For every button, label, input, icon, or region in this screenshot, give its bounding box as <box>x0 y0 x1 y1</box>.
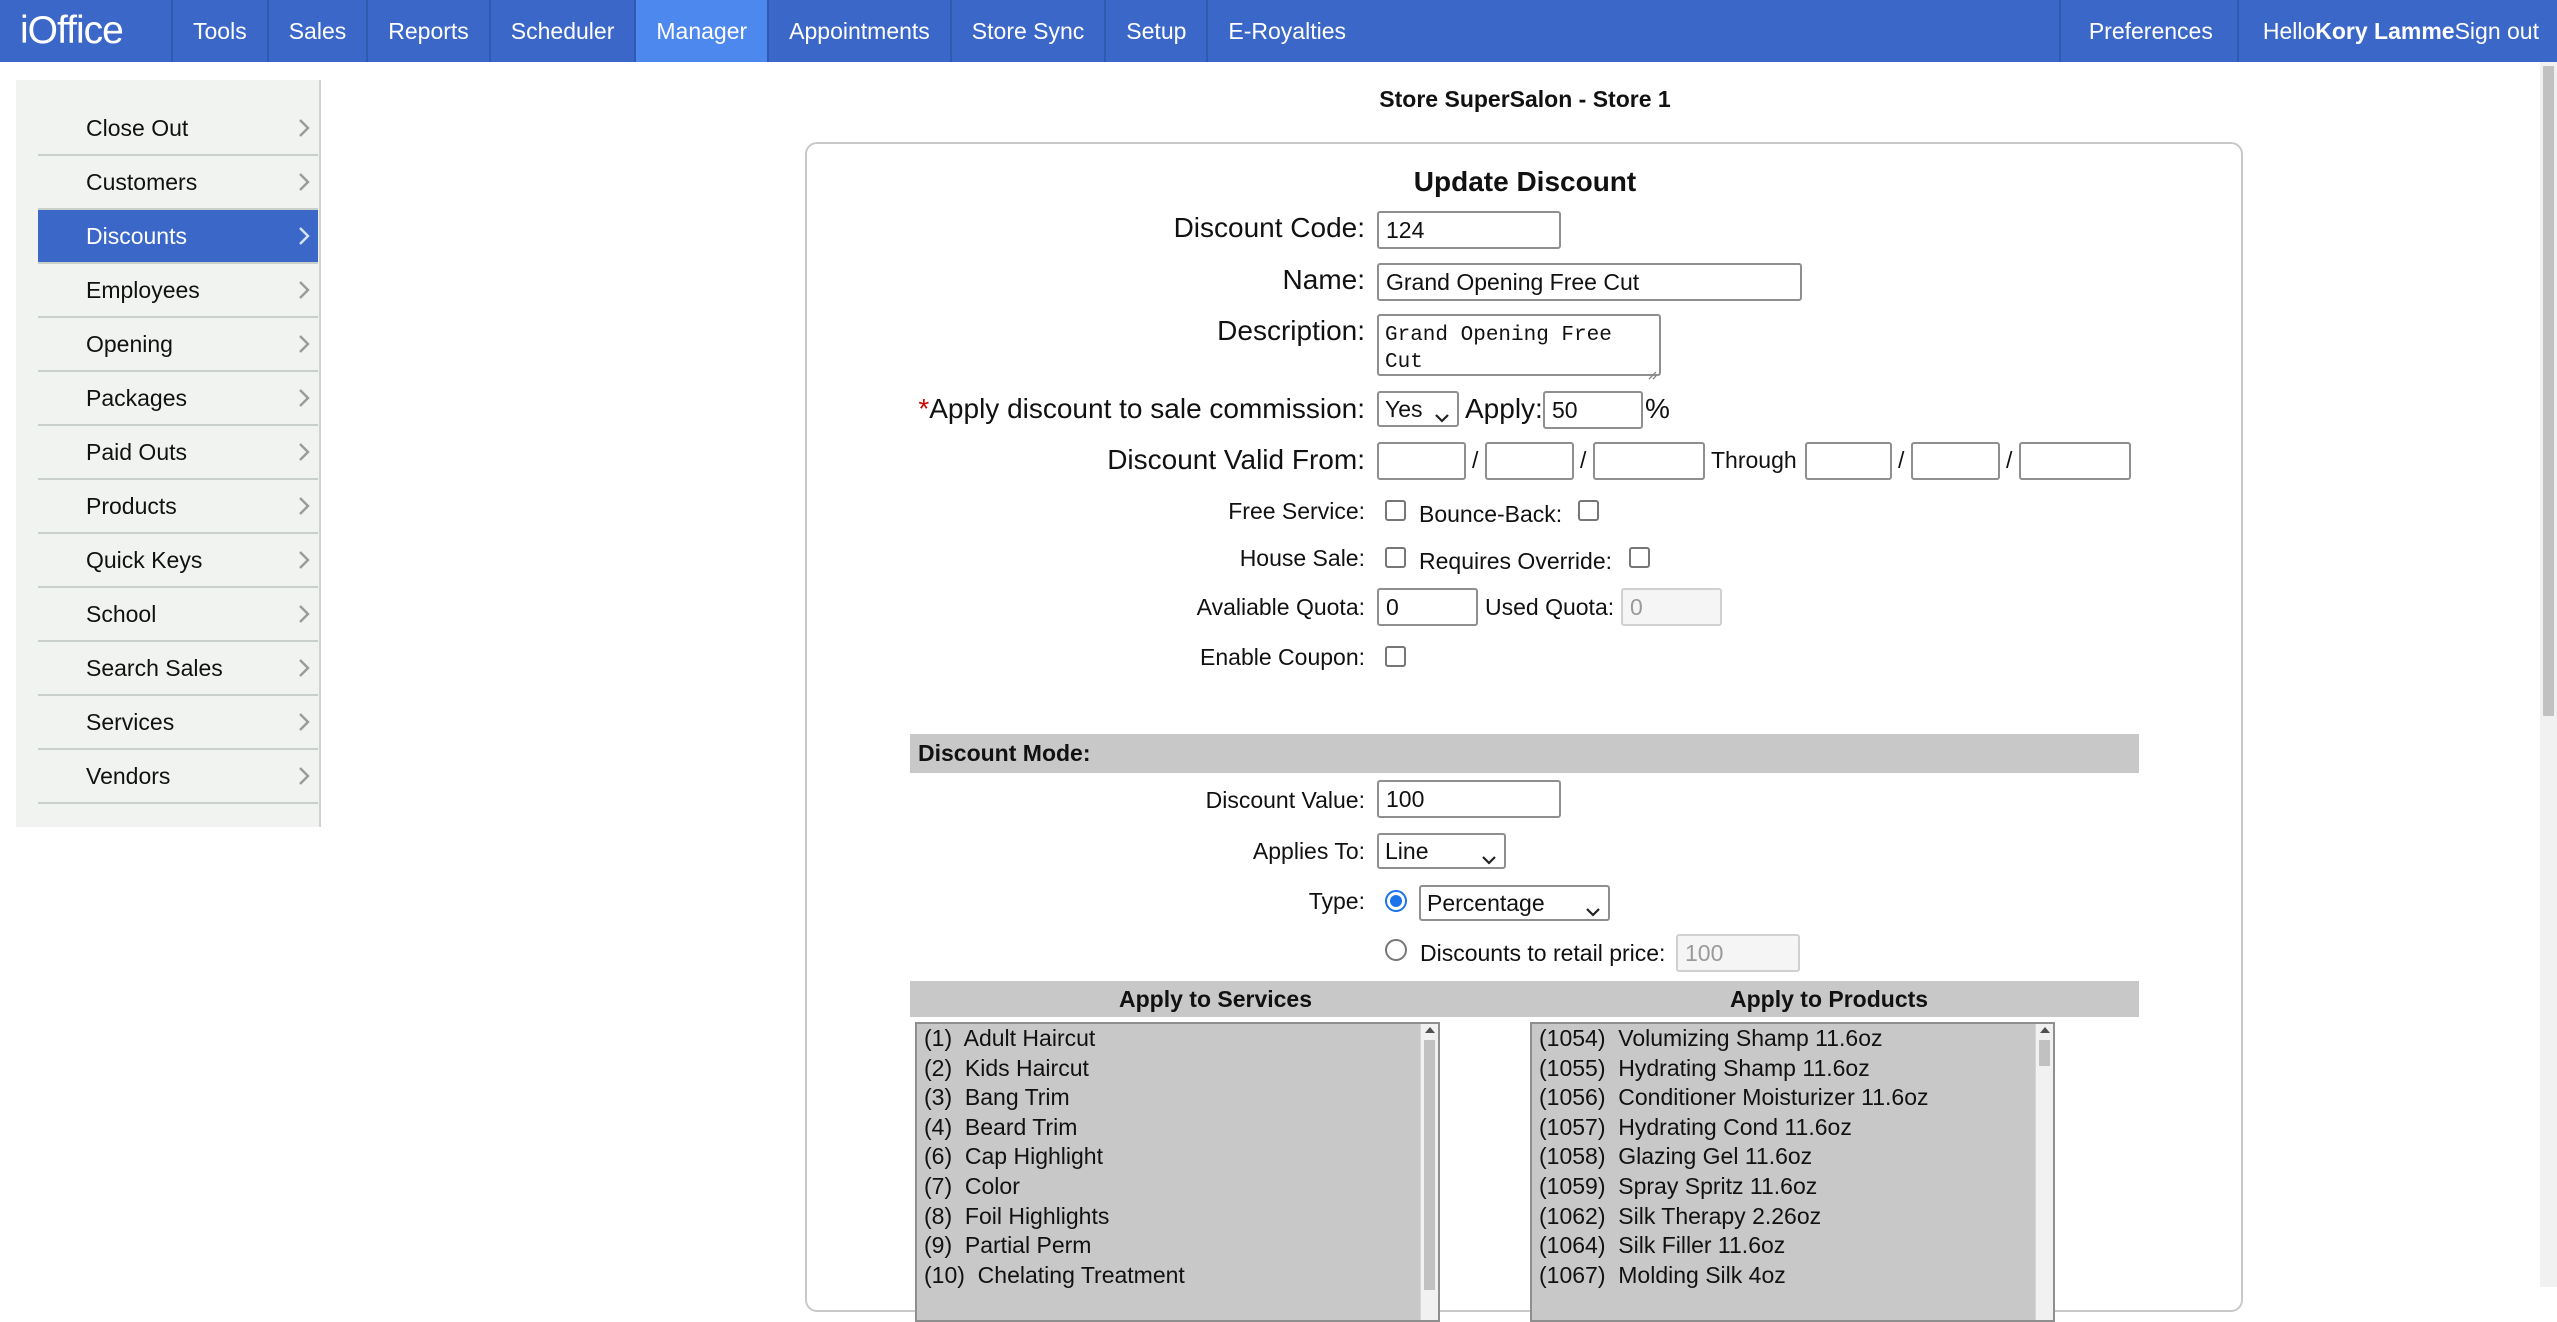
date-separator: / <box>1472 447 1479 473</box>
resize-grip-icon[interactable] <box>1647 362 1657 372</box>
sidebar-menu <box>38 102 318 804</box>
nav-sales[interactable]: Sales <box>267 0 367 62</box>
user-name: Kory Lamme <box>2315 17 2455 44</box>
list-item[interactable]: (1056) Conditioner Moisturizer 11.6oz <box>1539 1084 1929 1111</box>
used-quota-label: Used Quota: <box>1485 594 1615 620</box>
list-item[interactable]: (1057) Hydrating Cond 11.6oz <box>1539 1113 1852 1140</box>
scrollbar-thumb[interactable] <box>1424 1040 1435 1290</box>
services-listbox[interactable] <box>915 1022 1440 1322</box>
sidebar-item-quick-keys[interactable] <box>38 534 318 588</box>
sidebar-item-label: Search Sales <box>86 654 223 681</box>
name-label: Name: <box>1282 264 1365 295</box>
applies-to-value: Line <box>1385 837 1429 864</box>
nav-reports[interactable]: Reports <box>366 0 489 62</box>
sidebar-item-employees[interactable] <box>38 264 318 318</box>
chevron-down-icon <box>1584 897 1602 909</box>
chevron-right-icon <box>294 494 314 518</box>
chevron-right-icon <box>294 656 314 680</box>
scroll-up-icon[interactable] <box>1425 1027 1435 1033</box>
sidebar-item-label: Packages <box>86 384 188 411</box>
list-item[interactable]: (1) Adult Haircut <box>924 1025 1096 1051</box>
available-quota-input[interactable]: 0 <box>1377 588 1478 626</box>
valid-from-year-input[interactable] <box>1593 442 1705 480</box>
products-column-header: Apply to Products <box>1730 986 1929 1012</box>
list-item[interactable]: (1058) Glazing Gel 11.6oz <box>1539 1143 1813 1170</box>
type-label: Type: <box>1308 888 1365 914</box>
sidebar-item-label: Quick Keys <box>86 546 203 573</box>
sidebar-item-paid-outs[interactable] <box>38 426 318 480</box>
valid-from-month-input[interactable] <box>1377 442 1466 480</box>
type-select-value: Percentage <box>1427 889 1545 916</box>
sidebar-item-search-sales[interactable] <box>38 642 318 696</box>
discount-mode-header: Discount Mode: <box>910 734 2139 773</box>
description-label: Description: <box>1217 315 1365 346</box>
sidebar-item-label: Employees <box>86 276 200 303</box>
sidebar-item-vendors[interactable] <box>38 750 318 804</box>
list-item[interactable]: (7) Color <box>924 1172 1020 1199</box>
description-text: Grand Opening Free Cut <box>1385 324 1612 374</box>
nav-scheduler[interactable]: Scheduler <box>489 0 635 62</box>
requires-override-checkbox[interactable] <box>1629 547 1650 568</box>
form-title: Update Discount <box>1413 166 1637 197</box>
chevron-right-icon <box>294 224 314 248</box>
chevron-right-icon <box>294 710 314 734</box>
chevron-down-icon <box>1433 403 1451 415</box>
preferences-link[interactable]: Preferences <box>2059 0 2237 62</box>
list-item[interactable]: (1059) Spray Spritz 11.6oz <box>1539 1172 1818 1199</box>
list-item[interactable]: (4) Beard Trim <box>924 1113 1078 1140</box>
sidebar-item-products[interactable] <box>38 480 318 534</box>
nav-right-group <box>2059 0 2557 62</box>
applies-to-select[interactable] <box>1377 833 1506 869</box>
valid-from-day-input[interactable] <box>1485 442 1574 480</box>
sidebar-item-label: Products <box>86 492 177 519</box>
house-sale-checkbox[interactable] <box>1385 547 1406 568</box>
list-item[interactable]: (1067) Molding Silk 4oz <box>1539 1261 1786 1288</box>
list-item[interactable]: (2) Kids Haircut <box>924 1054 1089 1081</box>
date-separator: / <box>1580 447 1587 473</box>
commission-label-text: Apply discount to sale commission: <box>929 393 1365 424</box>
sidebar-item-discounts[interactable] <box>38 210 318 264</box>
nav-e-royalties[interactable]: E-Royalties <box>1206 0 1366 62</box>
scroll-up-icon[interactable] <box>2040 1027 2050 1033</box>
sidebar-item-opening[interactable] <box>38 318 318 372</box>
page-scrollbar-thumb[interactable] <box>2543 66 2554 716</box>
nav-setup[interactable]: Setup <box>1104 0 1206 62</box>
through-label: Through <box>1711 447 1797 473</box>
chevron-right-icon <box>294 602 314 626</box>
apply-percent-input[interactable]: 50 <box>1543 391 1643 429</box>
list-item[interactable]: (1055) Hydrating Shamp 11.6oz <box>1539 1054 1870 1081</box>
bounce-back-checkbox[interactable] <box>1578 500 1599 521</box>
nav-appointments[interactable]: Appointments <box>767 0 950 62</box>
sidebar-item-label: School <box>86 600 157 627</box>
discount-value-label: Discount Value: <box>1205 787 1365 813</box>
commission-select[interactable] <box>1377 391 1459 427</box>
chevron-right-icon <box>294 116 314 140</box>
sidebar-item-customers[interactable] <box>38 156 318 210</box>
discount-value-input[interactable]: 100 <box>1377 780 1561 818</box>
used-quota-input: 0 <box>1621 588 1722 626</box>
sidebar-item-packages[interactable] <box>38 372 318 426</box>
sidebar-item-close-out[interactable] <box>38 102 318 156</box>
sidebar-item-label: Paid Outs <box>86 438 187 465</box>
chevron-right-icon <box>294 764 314 788</box>
app-logo[interactable]: iOffice <box>20 9 123 52</box>
apply-label: Apply: <box>1465 393 1543 424</box>
sidebar-item-label: Vendors <box>86 762 171 789</box>
sidebar-item-label: Services <box>86 708 175 735</box>
list-item[interactable]: (1064) Silk Filler 11.6oz <box>1539 1232 1786 1259</box>
chevron-right-icon <box>294 386 314 410</box>
type-percentage-radio[interactable] <box>1385 890 1407 912</box>
bounce-back-label: Bounce-Back: <box>1419 501 1563 527</box>
services-scrollbar[interactable] <box>1420 1024 1438 1320</box>
list-item[interactable]: (8) Foil Highlights <box>924 1202 1110 1229</box>
applies-to-label: Applies To: <box>1252 838 1365 864</box>
list-item[interactable]: (10) Chelating Treatment <box>924 1261 1185 1288</box>
chevron-right-icon <box>294 278 314 302</box>
date-separator: / <box>1898 447 1905 473</box>
discount-code-label: Discount Code: <box>1173 212 1365 243</box>
requires-override-label: Requires Override: <box>1419 548 1613 574</box>
greeting-text: Hello <box>2262 17 2316 44</box>
free-service-checkbox[interactable] <box>1385 500 1406 521</box>
chevron-right-icon <box>294 548 314 572</box>
nav-tools[interactable]: Tools <box>171 0 267 62</box>
sidebar-item-label: Customers <box>86 168 198 195</box>
store-title: Store SuperSalon - Store 1 <box>1379 86 1671 112</box>
valid-from-label: Discount Valid From: <box>1107 444 1365 475</box>
retail-price-label: Discounts to retail price: <box>1420 940 1666 966</box>
enable-coupon-label: Enable Coupon: <box>1200 644 1365 670</box>
required-marker: * <box>918 393 930 424</box>
scrollbar-thumb[interactable] <box>2039 1040 2050 1066</box>
sidebar <box>16 80 321 827</box>
chevron-right-icon <box>294 440 314 464</box>
type-select[interactable] <box>1419 885 1610 921</box>
page-scrollbar[interactable] <box>2540 62 2557 1287</box>
list-item[interactable]: (6) Cap Highlight <box>924 1143 1103 1170</box>
list-item[interactable]: (1062) Silk Therapy 2.26oz <box>1539 1202 1822 1229</box>
list-item[interactable]: (9) Partial Perm <box>924 1232 1092 1259</box>
sign-out-link[interactable]: Sign out <box>2454 17 2539 44</box>
user-greeting <box>2237 0 2557 62</box>
enable-coupon-checkbox[interactable] <box>1385 646 1406 667</box>
list-item[interactable]: (3) Bang Trim <box>924 1084 1070 1111</box>
nav-manager[interactable]: Manager <box>634 0 767 62</box>
valid-through-day-input[interactable] <box>1911 442 2000 480</box>
top-navigation-bar <box>0 0 2557 62</box>
products-scrollbar[interactable] <box>2035 1024 2053 1320</box>
chevron-right-icon <box>294 332 314 356</box>
valid-through-month-input[interactable] <box>1805 442 1892 480</box>
sidebar-item-label: Close Out <box>86 114 189 141</box>
products-listbox[interactable] <box>1530 1022 2055 1322</box>
services-column-header: Apply to Services <box>1119 986 1313 1012</box>
sidebar-item-services[interactable] <box>38 696 318 750</box>
list-item[interactable]: (1054) Volumizing Shamp 11.6oz <box>1539 1025 1883 1051</box>
retail-price-radio[interactable] <box>1385 939 1407 961</box>
commission-label <box>880 393 1365 425</box>
commission-select-value: Yes <box>1385 395 1423 422</box>
discount-code-input[interactable]: 124 <box>1377 211 1561 249</box>
available-quota-label: Avaliable Quota: <box>1196 594 1365 620</box>
sidebar-item-label: Discounts <box>86 222 187 249</box>
sidebar-item-label: Opening <box>86 330 173 357</box>
sidebar-item-school[interactable] <box>38 588 318 642</box>
nav-store-sync[interactable]: Store Sync <box>950 0 1105 62</box>
free-service-label: Free Service: <box>1228 498 1365 524</box>
apply-to-header-bar <box>910 981 2139 1017</box>
name-input[interactable]: Grand Opening Free Cut <box>1377 263 1802 301</box>
house-sale-label: House Sale: <box>1239 545 1365 571</box>
description-textarea[interactable] <box>1377 314 1661 376</box>
chevron-right-icon <box>294 170 314 194</box>
retail-price-input: 100 <box>1676 934 1800 972</box>
date-separator: / <box>2006 447 2013 473</box>
percent-sign: % <box>1645 393 1670 424</box>
valid-through-year-input[interactable] <box>2019 442 2131 480</box>
chevron-down-icon <box>1480 845 1498 857</box>
